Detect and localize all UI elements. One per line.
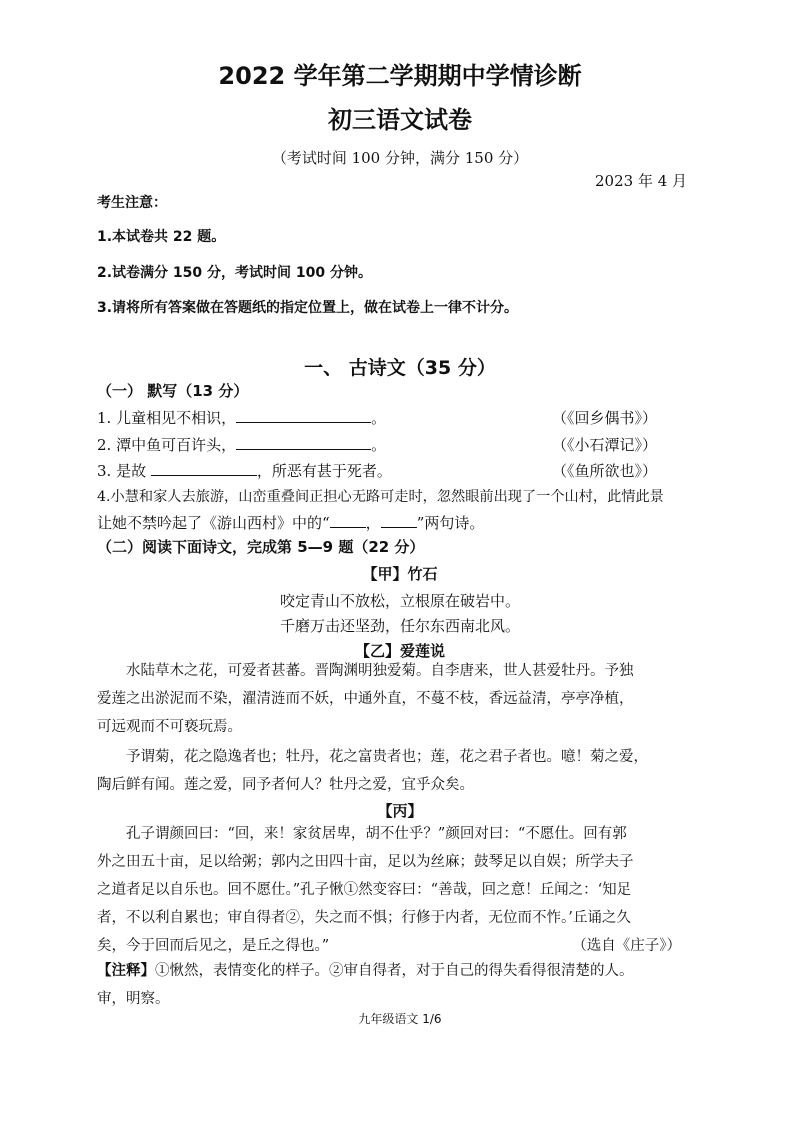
section-heading: 一、 古诗文（35 分） <box>304 357 496 379</box>
text-line: 者，不以利自累也；审自得者②，失之而不惧；行修于内者，无位而不怍。’丘诵之久 <box>97 910 631 926</box>
passage-bing <box>97 820 681 960</box>
question-3 <box>97 460 697 481</box>
answer-blank <box>236 408 371 423</box>
answer-blank <box>236 435 371 450</box>
text-line: 予谓菊，花之隐逸者也；牡丹，花之富贵者也；莲，花之君子者也。噫！菊之爱， <box>126 749 648 765</box>
text-line: 外之田五十亩，足以给粥；郭内之田四十亩，足以为丝麻；鼓琴足以自娱；所学夫子 <box>97 854 634 870</box>
question-text: ， <box>365 514 381 532</box>
question-text: ，所恶有甚于死者。 <box>256 462 392 480</box>
part2-heading: （二）阅读下面诗文，完成第 5—9 题（22 分） <box>97 538 425 556</box>
question-source: （《小石潭记》） <box>552 436 658 454</box>
question-text: 1. 儿童相见不相识， <box>97 409 237 427</box>
answer-blank <box>330 513 366 528</box>
question-1 <box>97 407 697 428</box>
question-source: （《鱼所欲也》） <box>552 462 658 480</box>
passage-bing-title: 【丙】 <box>377 802 423 820</box>
text-line <box>97 957 681 985</box>
answer-blank <box>151 461 257 476</box>
question-4-line: 4.小慧和家人去旅游，山峦重叠间正担心无路可走时，忽然眼前出现了一个山村，此情此景 <box>97 489 664 505</box>
annotation-label: 【注释】 <box>97 963 155 979</box>
question-4-line <box>97 512 484 533</box>
text-line: 水陆草木之花，可爱者甚蕃。晋陶渊明独爱菊。自李唐来，世人甚爱牡丹。予独 <box>126 663 634 679</box>
poem-jia-title: 【甲】竹石 <box>362 565 438 583</box>
question-text: 让她不禁吟起了《游山西村》中的“ <box>97 514 330 532</box>
annotation-text: ①愀然，表情变化的样子。②审自得者，对于自己的得失看得很清楚的人。 <box>155 963 634 979</box>
text-line: 爱莲之出淤泥而不染，濯清涟而不妖，中通外直，不蔓不枝，香远益清，亭亭净植， <box>97 691 634 707</box>
text-line: 之道者足以自乐也。回不愿仕。”孔子愀①然变容曰：“善哉，回之意！丘闻之：‘知足 <box>97 882 632 898</box>
paper-title: 初三语文试卷 <box>328 106 472 134</box>
notice-item: 1.本试卷共 22 题。 <box>97 229 226 245</box>
exam-date: 2023 年 4 月 <box>595 172 688 190</box>
notice-item: 2.试卷满分 150 分，考试时间 100 分钟。 <box>97 265 373 281</box>
annotation <box>97 957 681 1013</box>
text-line <box>97 932 681 960</box>
question-text: ”两句诗。 <box>416 514 485 532</box>
poem-line: 千磨万击还坚劲，任尔东西南北风。 <box>279 617 520 635</box>
notice-heading: 考生注意： <box>97 195 167 211</box>
question-source: （《回乡偶书》） <box>552 409 658 427</box>
essay-yi-title: 【乙】爱莲说 <box>354 642 445 660</box>
question-2 <box>97 434 697 455</box>
text-line-content: 矣，今于回而后见之，是丘之得也。” <box>97 938 330 954</box>
page-footer: 九年级语文 1/6 <box>358 1012 442 1026</box>
text-line: 陶后鲜有闻。莲之爱，同予者何人？牡丹之爱，宜乎众矣。 <box>97 777 474 793</box>
question-text: 。 <box>371 409 387 427</box>
question-text: 3. 是故 <box>97 462 151 480</box>
answer-blank <box>381 513 417 528</box>
question-text: 2. 潭中鱼可百许头， <box>97 436 237 454</box>
poem-line: 咬定青山不放松，立根原在破岩中。 <box>279 592 520 610</box>
exam-info: （考试时间 100 分钟，满分 150 分） <box>271 149 529 167</box>
essay-yi-paragraph-2 <box>97 743 681 799</box>
notice-item: 3.请将所有答案做在答题纸的指定位置上，做在试卷上一律不计分。 <box>97 300 519 316</box>
passage-source: （选自《庄子》） <box>572 938 681 954</box>
text-line: 孔子谓颜回曰：“回，来！家贫居卑，胡不仕乎？”颜回对曰：“不愿仕。回有郭 <box>126 826 627 842</box>
text-line: 审，明察。 <box>97 991 170 1007</box>
exam-title: 2022 学年第二学期期中学情诊断 <box>218 62 582 90</box>
part1-heading: （一） 默写（13 分） <box>97 382 249 400</box>
question-text: 。 <box>371 436 387 454</box>
text-line: 可远观而不可亵玩焉。 <box>97 719 242 735</box>
essay-yi-paragraph-1 <box>97 657 681 741</box>
